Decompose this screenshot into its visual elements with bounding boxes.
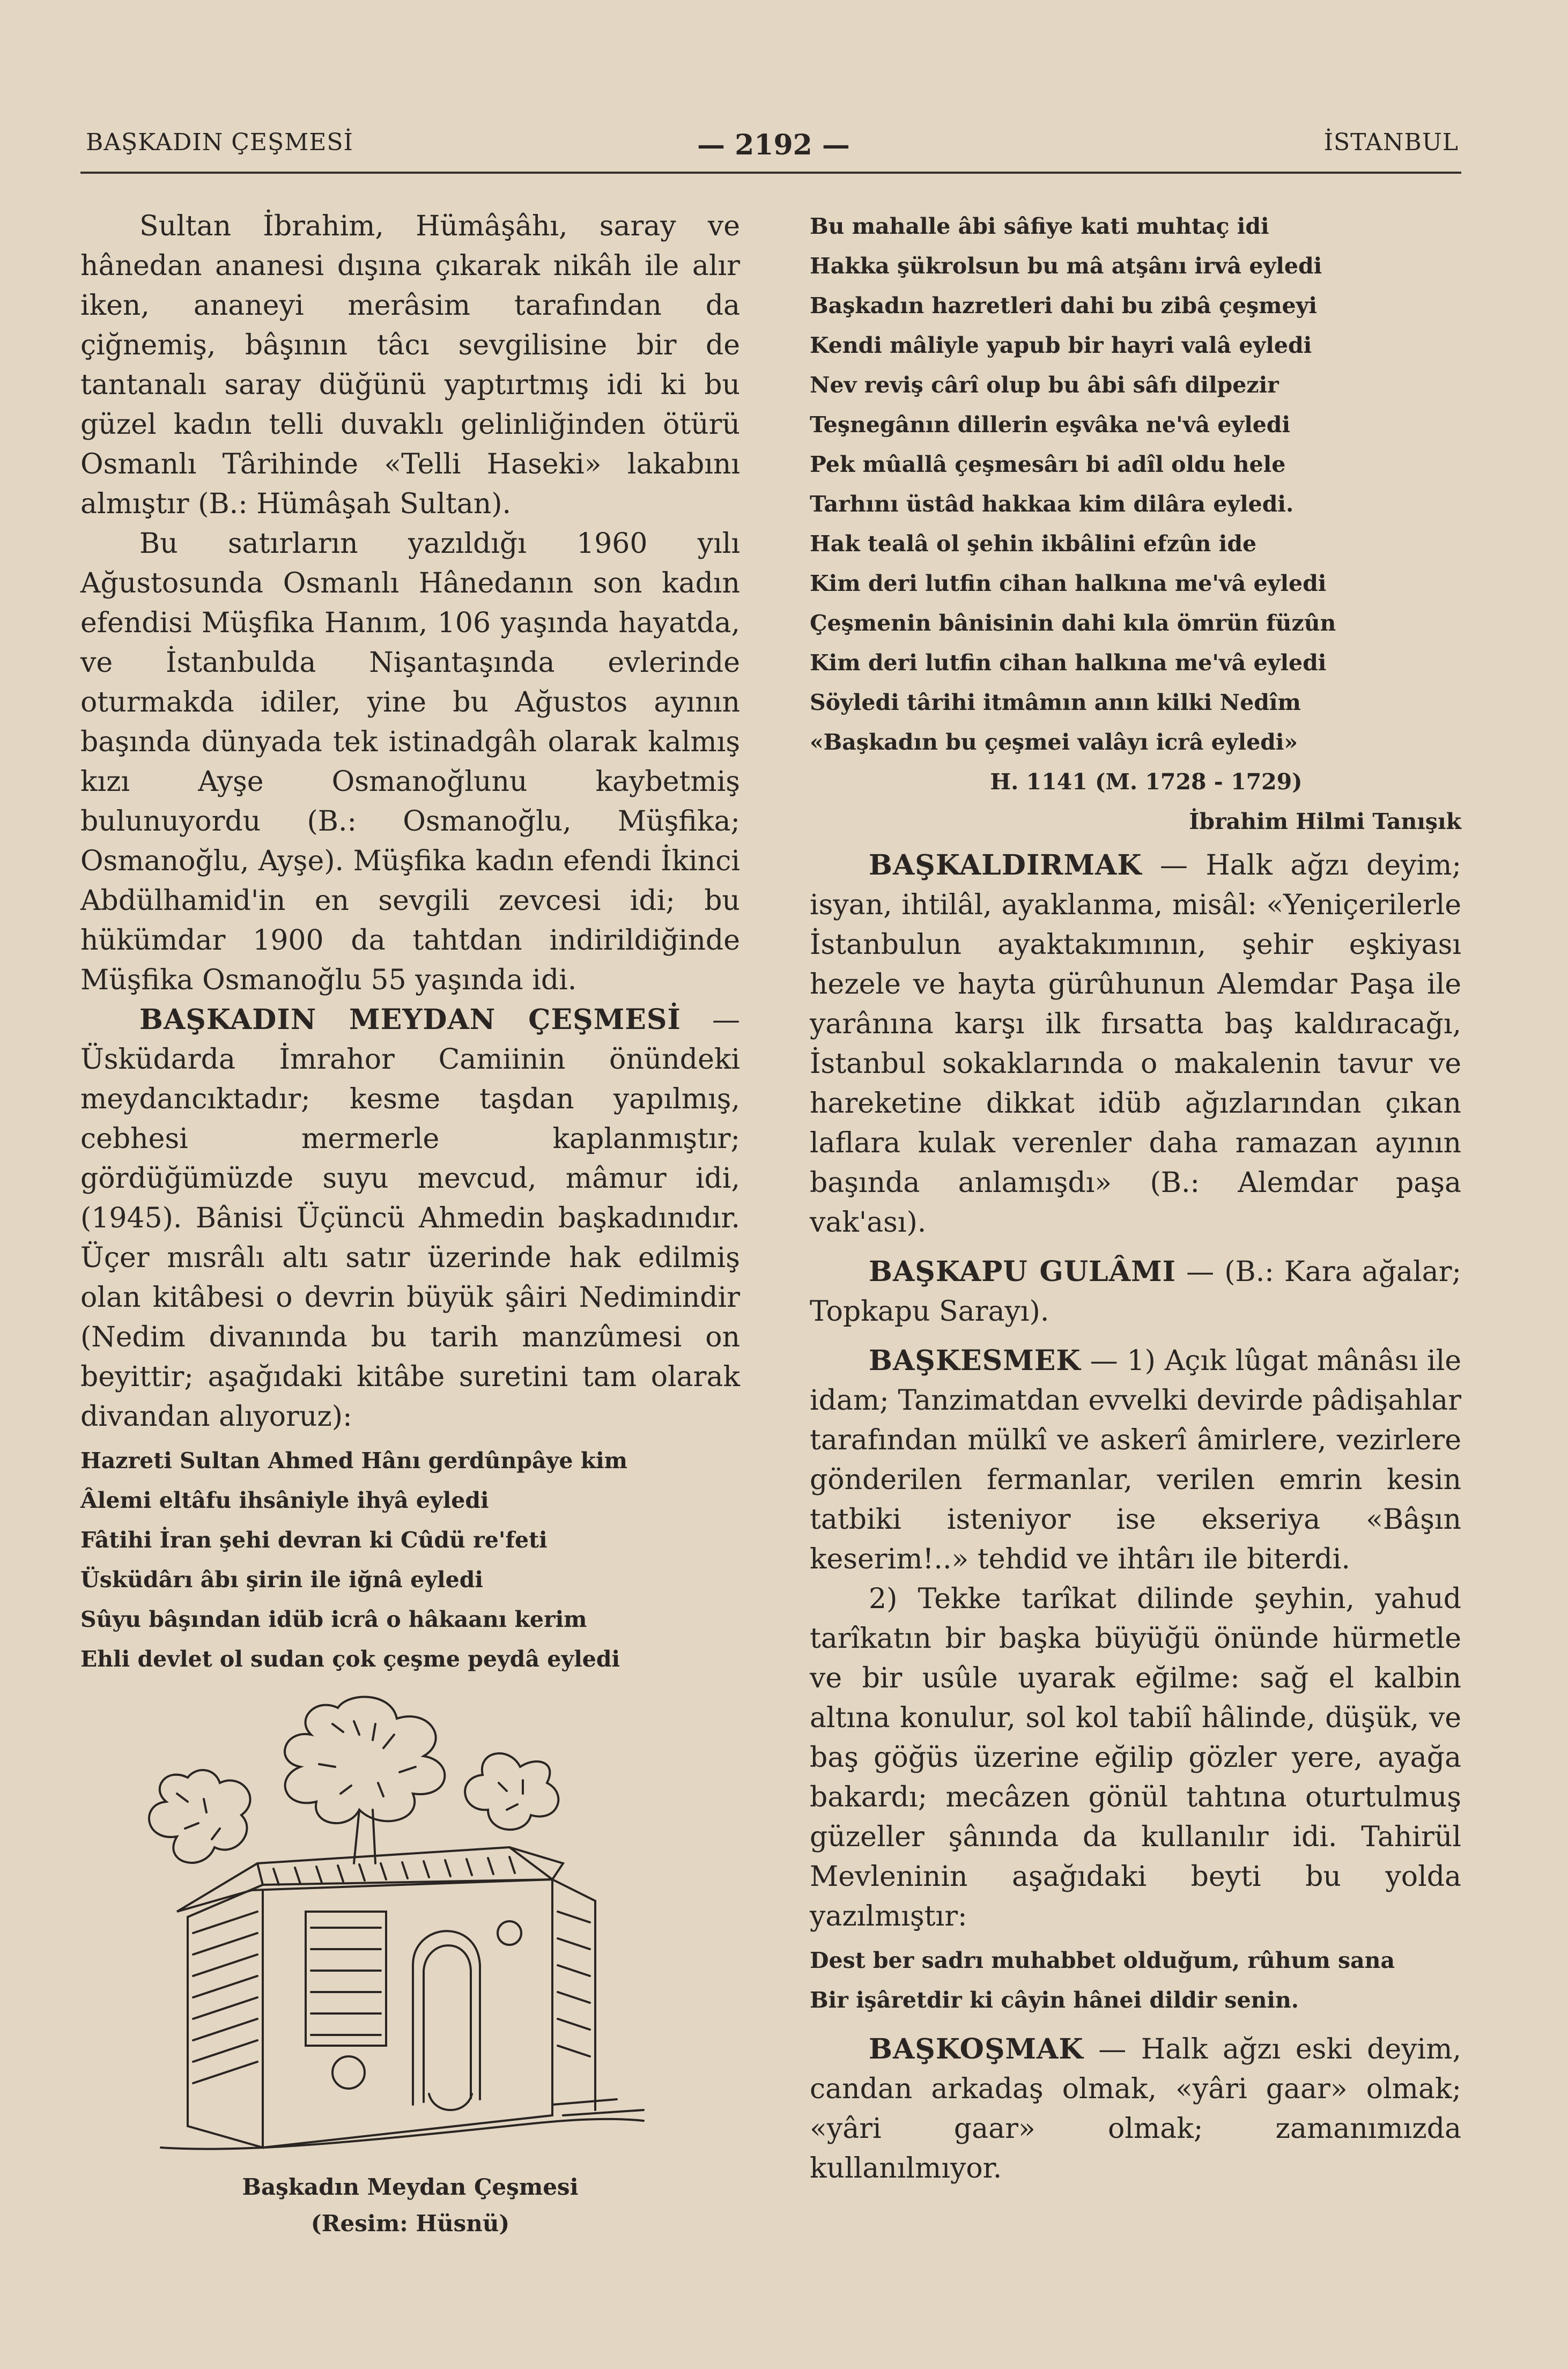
verse-line: Bu mahalle âbi sâfiye kati muhtaç idi: [810, 213, 1269, 239]
right-column: [810, 206, 1461, 2188]
entry-baskesmek-part2: 2) Tekke tarîkat dilinde şeyhin, yahud tarîkatın bir başka büyüğü önünde hürmetle ve bir usûle uyarak eğilme: sağ el kalbin altına konulur, sol kol tabiî hâlinde, düşük, ve baş göğüs üzerine eğilip gözler yere, ayağa bakardı; mecâzen gönül tahtına oturtulmuş güzeller şânında da kullanılır idi. Tahirül Mevleninin aşağıdaki beyti bu yolda yazılmıştır:: [810, 1583, 1461, 1933]
inscription-date: H. 1141 (M. 1728 - 1729): [990, 769, 1303, 795]
verse-line: Hakka şükrolsun bu mâ atşânı irvâ eyledi: [810, 253, 1322, 279]
verse-line: Nev reviş cârî olup bu âbi sâfı dilpezir: [810, 372, 1279, 398]
verse-line: Ehli devlet ol sudan çok çeşme peydâ eyledi: [80, 1646, 620, 1672]
inscription-verses-left: [80, 1441, 740, 1679]
entry-text: — (B.: Kara ağalar; Topkapu Sarayı).: [810, 1256, 1461, 1328]
verse-line: Sûyu bâşından idüb icrâ o hâkaanı kerim: [80, 1607, 587, 1632]
verse-line: Çeşmenin bânisinin dahi kıla ömrün füzûn: [810, 610, 1336, 636]
verse-line: Hak tealâ ol şehin ikbâlini efzûn ide: [810, 531, 1257, 557]
running-header: [86, 129, 1459, 166]
verse-line: «Başkadın bu çeşmei valâyı icrâ eyledi»: [810, 729, 1298, 755]
header-section-title: BAŞKADIN ÇEŞMESİ: [86, 129, 353, 156]
entry-text: — Halk ağzı eski deyim, candan arkadaş olmak, «yâri gaar» olmak; «yâri gaar» olmak; zamanımızda kullanılmıyor.: [810, 2033, 1461, 2185]
fountain-illustration: [80, 1686, 724, 2169]
verse-line: Bir işâretdir ki câyin hânei dildir senin.: [810, 1987, 1299, 2013]
entry-text: — Üsküdarda İmrahor Camiinin önündeki meydancıktadır; kesme taşdan yapılmış, cebhesi mermerle kaplanmıştır; gördüğümüzde suyu mevcud, mâmur idi, (1945). Bânisi Üçüncü Ahmedin başkadınıdır. Üçer mısrâlı altı satır üzerinde hak edilmiş olan kitâbesi o devrin büyük şâiri Nedimindir (Nedim divanında bu tarih manzûmesi on beyittir; aşağıdaki kitâbe suretini tam olarak divandan alıyoruz):: [80, 1004, 741, 1433]
verse-line: Üsküdârı âbı şirin ile iğnâ eyledi: [80, 1567, 483, 1593]
figure-caption-credit: (Resim: Hüsnü): [310, 2210, 510, 2237]
entry-text: — Halk ağzı deyim; isyan, ihtilâl, ayaklanma, misâl: «Yeniçerilerle İstanbulun ayaktakımının, şehir eşkiyası hezele ve hayta gürûhunun Alemdar Paşa ile yarânına karşı ilk fırsatta baş kaldıracağı, İstanbul sokaklarında o makalenin tavur ve hareketine dikkat idüb ağızlarından çıkan laflara kulak verenler daha ramazan ayının başında anlamışdı» (B.: Alemdar paşa vak'ası).: [810, 849, 1461, 1239]
verse-line: Kim deri lutfin cihan halkına me'vâ eyledi: [810, 571, 1327, 596]
verse-line: Söyledi târihi itmâmın anın kilki Nedîm: [810, 690, 1301, 715]
verse-line: Kim deri lutfin cihan halkına me'vâ eyledi: [810, 650, 1327, 676]
header-volume-title: İSTANBUL: [1323, 129, 1459, 156]
entry-term: BAŞKALDIRMAK: [869, 849, 1142, 882]
verse-line: Teşnegânın dillerin eşvâka ne'vâ eyledi: [810, 412, 1291, 438]
header-rule: [80, 172, 1461, 174]
verse-line: Hazreti Sultan Ahmed Hânı gerdûnpâye kim: [80, 1448, 628, 1474]
verse-line: Pek mûallâ çeşmesârı bi adîl oldu hele: [810, 451, 1286, 477]
verse-line: Tarhını üstâd hakkaa kim dilâra eyledi.: [810, 491, 1294, 517]
figure-caption-title: Başkadın Meydan Çeşmesi: [242, 2174, 579, 2200]
entry-baskapu-gulami: [810, 1252, 1461, 1331]
entry-baskosmak: [810, 2030, 1461, 2188]
left-column: [80, 206, 740, 2242]
paragraph-humasah: Sultan İbrahim, Hümâşâhı, saray ve hânedan ananesi dışına çıkarak nikâh ile alır iken, ananeyi merâsim tarafından da çiğnemiş, bâşının tâcı sevgilisine bir de tantanalı saray düğünü yaptırtmış idi ki bu güzel kadın telli duvaklı gelinliğinden ötürü Osmanlı Târihinde «Telli Haseki» lakabını almıştır (B.: Hümâşah Sultan).: [80, 210, 740, 520]
paragraph-musfika: Bu satırların yazıldığı 1960 yılı Ağustosunda Osmanlı Hânedanın son kadın efendisi Müşfika Hanım, 106 yaşında hayatda, ve İstanbulda Nişantaşında evlerinde oturmakda idiler, yine bu Ağustos ayının başında dünyada tek istinadgâh olarak kalmış kızı Ayşe Osmanoğlunu kaybetmiş bulunuyordu (B.: Osmanoğlu, Müşfika; Osmanoğlu, Ayşe). Müşfika kadın efendi İkinci Abdülhamid'in en sevgili zevcesi idi; bu hükümdar 1900 da tahtdan indirildiğinde Müşfika Osmanoğlu 55 yaşında idi.: [80, 528, 740, 996]
verse-line: Kendi mâliyle yapub bir hayri valâ eyledi: [810, 332, 1312, 358]
entry-term: BAŞKOŞMAK: [869, 2033, 1084, 2066]
entry-baskaldirmak: [810, 846, 1461, 1242]
entry-baskesmek: [810, 1341, 1461, 1579]
entry-text: — 1) Açık lûgat mânâsı ile idam; Tanzimatdan evvelki devirde pâdişahlar tarafından mülkî ve askerî âmirlere, vezirlere gönderilen fermanlar, verilen emrin kesin tatbiki isteniyor ise ekseriya «Bâşın keserim!..» tehdid ve ihtârı ile biterdi.: [810, 1345, 1461, 1575]
article-author: İbrahim Hilmi Tanışık: [1189, 809, 1461, 834]
entry-term: BAŞKADIN MEYDAN ÇEŞMESİ: [139, 1003, 681, 1036]
verse-line: Âlemi eltâfu ihsâniyle ihyâ eyledi: [80, 1487, 489, 1513]
verse-line: Başkadın hazretleri dahi bu zibâ çeşmeyi: [810, 293, 1318, 319]
entry-term: BAŞKESMEK: [869, 1344, 1081, 1377]
page-number: — 2192 —: [697, 129, 850, 161]
verse-line: Dest ber sadrı muhabbet olduğum, rûhum sana: [810, 1948, 1395, 1973]
fountain-drawing: [80, 1686, 724, 2169]
entry-baskadin-meydan-cesmesi: [80, 1000, 740, 1437]
entry-term: BAŞKAPU GULÂMI: [869, 1255, 1176, 1288]
inscription-verses-right: [810, 206, 1461, 762]
verse-line: Fâtihi İran şehi devran ki Cûdü re'feti: [80, 1527, 548, 1553]
